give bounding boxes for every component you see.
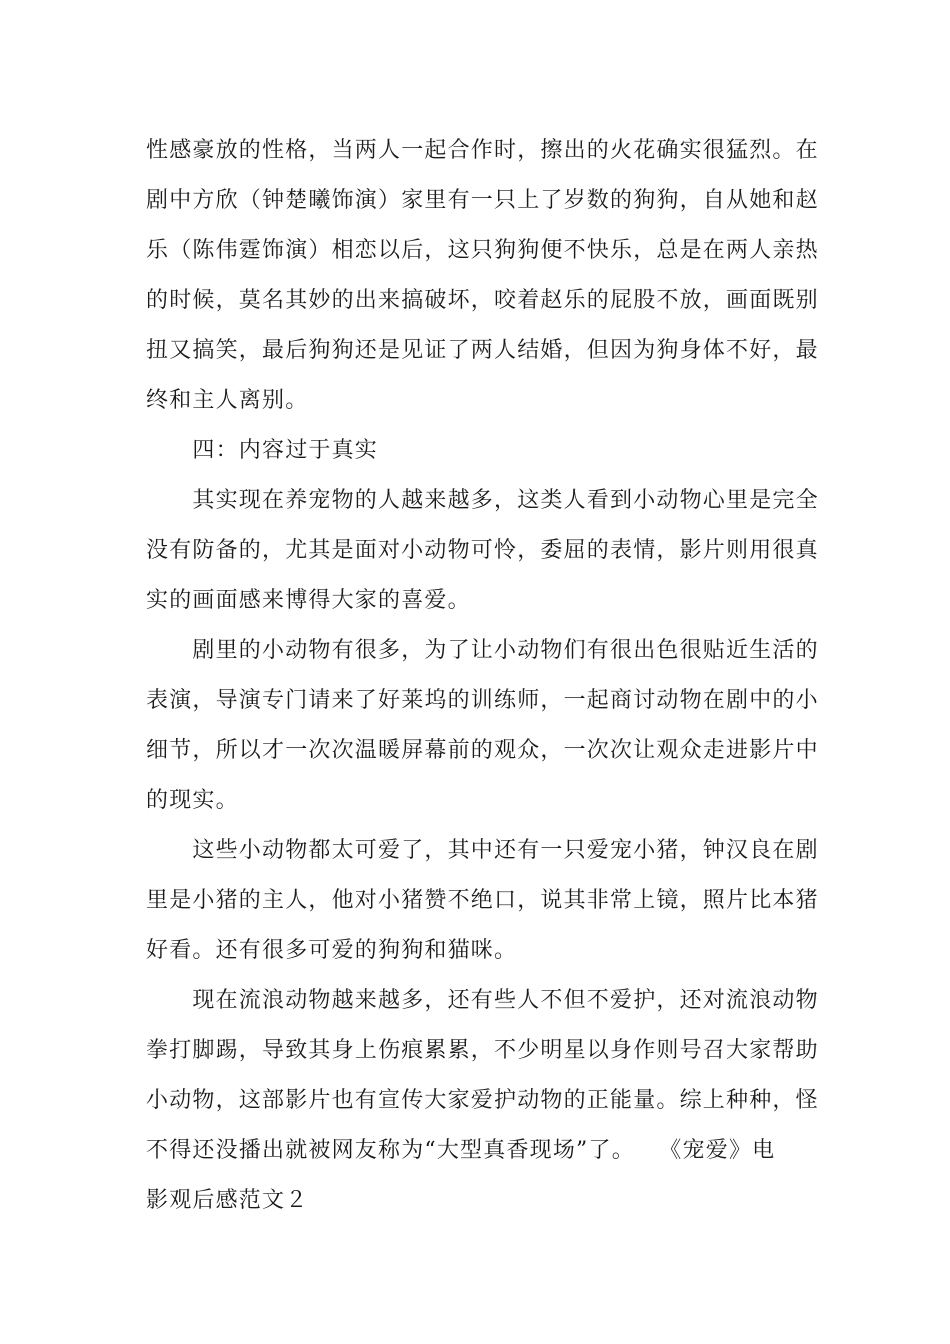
text-line: 拳打脚踢，导致其身上伤痕累累，不少明星以身作则号召大家帮助 xyxy=(146,1038,819,1063)
text-line: 表演，导演专门请来了好莱坞的训练师，一起商讨动物在剧中的小 xyxy=(146,688,819,713)
text-line: 现在流浪动物越来越多，还有些人不但不爱护，还对流浪动物 xyxy=(146,988,819,1013)
text-line: 终和主人离别。 xyxy=(146,388,309,413)
document-body xyxy=(146,126,819,1226)
text-line: 里是小猪的主人，他对小猪赞不绝口，说其非常上镜，照片比本猪 xyxy=(146,888,819,913)
text-line: 剧中方欣（钟楚曦饰演）家里有一只上了岁数的狗狗，自从她和赵 xyxy=(146,188,819,213)
text-line: 这些小动物都太可爱了，其中还有一只爱宠小猪，钟汉良在剧 xyxy=(146,838,819,863)
text-line: 其实现在养宠物的人越来越多，这类人看到小动物心里是完全 xyxy=(146,488,819,513)
text-line: 乐（陈伟霆饰演）相恋以后，这只狗狗便不快乐，总是在两人亲热 xyxy=(146,238,819,263)
text-line: 剧里的小动物有很多，为了让小动物们有很出色很贴近生活的 xyxy=(146,638,819,663)
text-line: 扭又搞笑，最后狗狗还是见证了两人结婚，但因为狗身体不好，最 xyxy=(146,338,819,363)
text-line: 小动物，这部影片也有宣传大家爱护动物的正能量。综上种种，怪 xyxy=(146,1088,819,1113)
text-line: 好看。还有很多可爱的狗狗和猫咪。 xyxy=(146,938,518,963)
text-line: 细节，所以才一次次温暖屏幕前的观众，一次次让观众走进影片中 xyxy=(146,738,819,763)
text-line: 性感豪放的性格，当两人一起合作时，擦出的火花确实很猛烈。在 xyxy=(146,138,819,163)
text-line: 的时候，莫名其妙的出来搞破坏，咬着赵乐的屁股不放，画面既别 xyxy=(146,288,819,313)
section-heading: 四：内容过于真实 xyxy=(146,438,379,463)
text-line: 没有防备的，尤其是面对小动物可怜，委屈的表情，影片则用很真 xyxy=(146,538,819,563)
text-line: 不得还没播出就被网友称为“大型真香现场”了。 《宠爱》电 xyxy=(146,1138,776,1163)
text-line: 实的画面感来博得大家的喜爱。 xyxy=(146,588,471,613)
next-section-title: 影观后感范文２ xyxy=(146,1188,309,1213)
text-line: 的现实。 xyxy=(146,788,239,813)
